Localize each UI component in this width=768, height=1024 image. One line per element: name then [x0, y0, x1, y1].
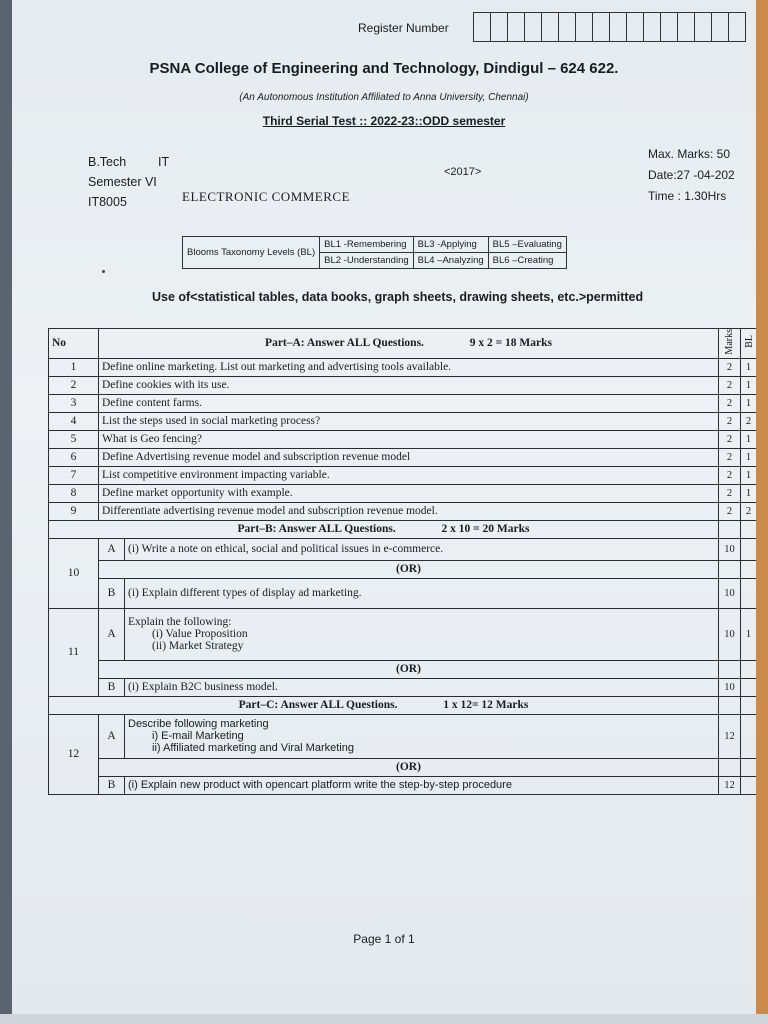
- part-c-marks: 1 x 12= 12 Marks: [443, 699, 529, 712]
- degree: B.Tech: [88, 155, 127, 169]
- table-row: 3 Define content farms. 2 1: [49, 394, 757, 412]
- col-marks: Marks: [719, 329, 741, 359]
- course-code: IT8005: [88, 195, 127, 209]
- semester: Semester VI: [88, 175, 157, 189]
- part-c-heading-row: [49, 696, 757, 714]
- bl1: BL1 -Remembering: [320, 237, 414, 253]
- register-number-boxes: [474, 12, 746, 42]
- register-number-label: Register Number: [358, 21, 449, 35]
- part-a-heading: Part–A: Answer ALL Questions. 9 x 2 = 18 Marks: [99, 329, 719, 359]
- table-row: B (i) Explain different types of display ad marketing. 10: [49, 578, 757, 608]
- bl3: BL3 -Applying: [413, 237, 488, 253]
- table-row: 7 List competitive environment impacting variable. 2 1: [49, 466, 757, 484]
- or-row: (OR): [49, 660, 757, 678]
- part-c-heading: Part–C: Answer ALL Questions.: [238, 699, 398, 712]
- table-row: 1 Define online marketing. List out marketing and advertising tools available. 2 1: [49, 358, 757, 376]
- or-row: (OR): [49, 758, 757, 776]
- table-row: 12 A Describe following marketing i) E-mail Marketing ii) Affiliated marketing and Viral Marketing 12: [49, 714, 757, 758]
- blooms-table: [182, 236, 567, 269]
- table-row: 10 A (i) Write a note on ethical, social and political issues in e-commerce. 10: [49, 538, 757, 560]
- table-row: 5 What is Geo fencing? 2 1: [49, 430, 757, 448]
- table-row: B (i) Explain B2C business model. 10: [49, 678, 757, 696]
- table-row: 9 Differentiate advertising revenue model and subscription revenue model. 2 2: [49, 502, 757, 520]
- part-b-heading-row: [49, 520, 757, 538]
- table-header-row: [49, 329, 757, 359]
- regulation: <2017>: [444, 166, 482, 178]
- background-bottom: [0, 1014, 768, 1024]
- course-info: [88, 152, 169, 212]
- exam-date: Date:27 -04-202: [648, 168, 735, 182]
- table-row: 4 List the steps used in social marketing process? 2 2: [49, 412, 757, 430]
- subject-name: ELECTRONIC COMMERCE: [182, 189, 351, 204]
- bl2: BL2 -Understanding: [320, 253, 414, 269]
- max-marks: Max. Marks: 50: [648, 147, 731, 161]
- affiliation: (An Autonomous Institution Affiliated to Anna University, Chennai): [239, 92, 529, 103]
- ink-dot: [102, 270, 105, 273]
- table-row: 8 Define market opportunity with example. 2 1: [49, 484, 757, 502]
- exam-paper: [12, 0, 756, 1014]
- bl5: BL5 –Evaluating: [488, 237, 566, 253]
- bl6: BL6 –Creating: [488, 253, 566, 269]
- part-b-heading: Part–B: Answer ALL Questions.: [237, 523, 396, 536]
- question-table: [48, 328, 756, 795]
- branch: IT: [158, 155, 170, 169]
- permitted-note: Use of<statistical tables, data books, graph sheets, drawing sheets, etc.>permitted: [152, 290, 644, 304]
- exam-time: Time : 1.30Hrs: [648, 189, 727, 203]
- marks-info: [648, 144, 735, 207]
- page-number: Page 1 of 1: [353, 932, 415, 946]
- table-row: 11 A Explain the following: (i) Value Proposition (ii) Market Strategy 10 1: [49, 608, 757, 660]
- table-row: 6 Define Advertising revenue model and subscription revenue model 2 1: [49, 448, 757, 466]
- college-name: PSNA College of Engineering and Technology, Dindigul – 624 622.: [149, 60, 619, 77]
- col-bl: BL: [741, 329, 757, 359]
- test-name: Third Serial Test :: 2022-23::ODD semester: [262, 114, 506, 128]
- blooms-label: Blooms Taxonomy Levels (BL): [183, 237, 320, 269]
- table-row: B (i) Explain new product with opencart platform write the step-by-step procedure 12: [49, 776, 757, 794]
- part-b-marks: 2 x 10 = 20 Marks: [441, 523, 530, 536]
- col-no: No: [49, 329, 99, 359]
- bl4: BL4 –Analyzing: [413, 253, 488, 269]
- table-row: 2 Define cookies with its use. 2 1: [49, 376, 757, 394]
- background-edge: [756, 0, 768, 1024]
- or-row: (OR): [49, 560, 757, 578]
